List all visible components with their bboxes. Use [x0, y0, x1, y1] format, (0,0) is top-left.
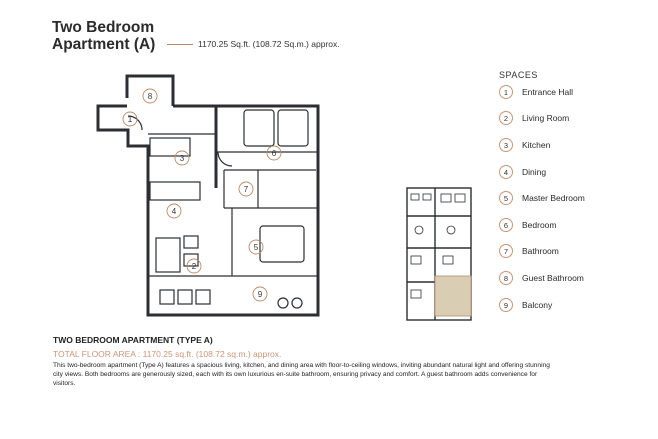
space-label: Bedroom: [522, 220, 557, 230]
space-item-dining: [499, 163, 546, 181]
space-label: Living Room: [522, 113, 570, 123]
space-label: Balcony: [522, 300, 553, 310]
spaces-heading: SPACES: [499, 70, 538, 80]
space-item-master-bedroom: [499, 189, 585, 207]
space-number: 8: [499, 271, 513, 285]
space-item-balcony: [499, 296, 552, 314]
space-item-living-room: [499, 109, 569, 127]
plan-label-8: 8: [147, 92, 153, 101]
space-label: Master Bedroom: [522, 193, 585, 203]
title-line-1: Two Bedroom: [52, 19, 155, 36]
space-item-bathroom: [499, 242, 559, 260]
plan-label-5: 5: [253, 243, 259, 252]
total-floor-area-label: TOTAL FLOOR AREA :: [53, 349, 141, 359]
title-line-2: Apartment (A): [52, 36, 156, 53]
space-number: 5: [499, 191, 513, 205]
description-text: This two-bedroom apartment (Type A) features a spacious living, kitchen, and dining area with floor-to-ceiling windows, inviting abundant natural light and offering stunning city views. Both bedrooms are generously sized, each with its own luxurious en-suite bathroom, ensuring privacy and comfort. A guest bathroom adds convenience for visitors.: [53, 362, 550, 387]
space-label: Guest Bathroom: [522, 273, 584, 283]
key-plan: [405, 186, 475, 322]
total-floor-area: [53, 349, 281, 359]
area-divider: [167, 44, 193, 45]
key-plan-highlight: [435, 276, 471, 316]
space-item-bedroom: [499, 216, 557, 234]
space-label: Bathroom: [522, 246, 559, 256]
space-number: 4: [499, 165, 513, 179]
floor-plan: [90, 70, 330, 325]
space-label: Dining: [522, 167, 547, 177]
plan-label-7: 7: [243, 185, 249, 194]
plan-label-9: 9: [257, 290, 263, 299]
apartment-title: [52, 19, 155, 53]
description-title: TWO BEDROOM APARTMENT (TYPE A): [53, 335, 213, 345]
space-number: 6: [499, 218, 513, 232]
space-label: Kitchen: [522, 140, 551, 150]
space-item-kitchen: [499, 136, 550, 154]
space-number: 3: [499, 138, 513, 152]
plan-label-3: 3: [179, 154, 185, 163]
space-item-entrance-hall: [499, 83, 573, 101]
space-number: 7: [499, 244, 513, 258]
space-label: Entrance Hall: [522, 87, 574, 97]
total-floor-area-value: 1170.25 sq.ft. (108.72 sq.m.) approx.: [142, 349, 282, 359]
space-item-guest-bathroom: [499, 269, 584, 287]
space-number: 2: [499, 111, 513, 125]
area-summary: 1170.25 Sq.ft. (108.72 Sq.m.) approx.: [198, 39, 340, 49]
plan-label-6: 6: [271, 149, 277, 158]
space-number: 9: [499, 298, 513, 312]
space-number: 1: [499, 85, 513, 99]
plan-label-2: 2: [191, 262, 197, 271]
plan-label-1: 1: [127, 115, 133, 124]
plan-label-4: 4: [171, 207, 177, 216]
